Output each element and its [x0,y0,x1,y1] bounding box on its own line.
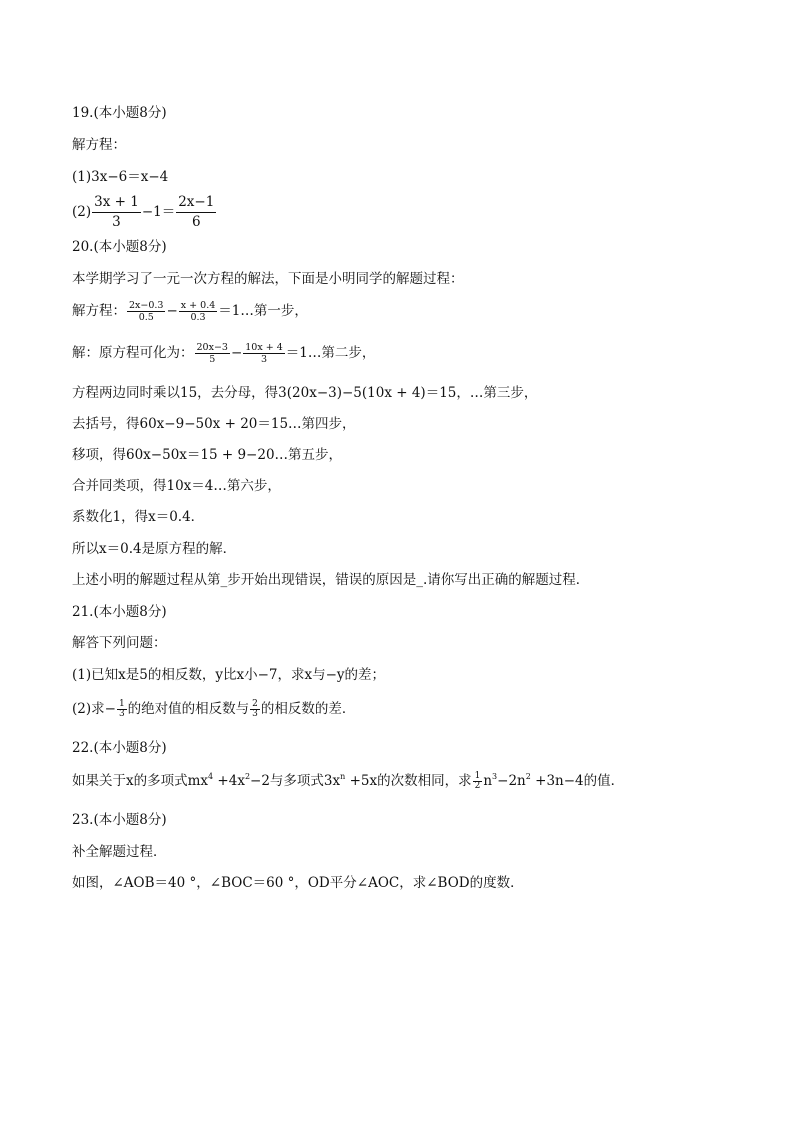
q20-question: 上述小明的解题过程从第_步开始出现错误，错误的原因是_.请你写出正确的解题过程． [72,572,590,588]
q23-intro: 补全解题过程． [72,844,167,860]
q19-equation-1: (1)3x−6＝x−4 [72,169,169,185]
fraction: $\frac{20x-3}{5}$ [196,342,228,365]
q20-step-8: 所以x＝0.4是原方程的解． [72,541,237,557]
fraction: $\frac{2x-1}{6}$ [178,194,215,230]
q19-equation-2: (2) $\frac{3x + 1}{3}$ −1＝ $\frac{2x-1}{6}$ [72,194,215,230]
q20-step-2: 解：原方程可化为： $\frac{20x-3}{5}$ − $\frac{10x + 4}{3}$ ＝1…第二步， [72,342,376,365]
fraction: $\frac{1}{3}$ [118,699,125,719]
q20-header: 20.(本小题8分) [72,239,167,255]
q22-line: 如果关于x的多项式$mx^4 +4x^2-2$与多项式$3x^n +5x$的次数相同，求 $\frac{1}{2}$ $n^3-2n^2 +3n-4$的值． [72,771,625,791]
q20-step-4: 去括号，得60x−9−50x + 20＝15…第四步， [72,416,356,432]
q20-step-1: 解方程： $\frac{2x-0.3}{0.5}$ − $\frac{x + 0.4}{0.3}$ ＝1…第一步， [72,300,308,323]
q22-header: 22.(本小题8分) [72,740,167,756]
fraction: $\frac{2x-0.3}{0.5}$ [129,300,164,323]
q20-step-7: 系数化1，得x＝0.4． [72,509,205,525]
q21-header: 21.(本小题8分) [72,604,167,620]
q21-part-1: (1)已知x是5的相反数，y比x小−7，求x与−y的差； [72,667,386,683]
q20-step-3: 方程两边同时乘以15，去分母，得3(20x−3)−5(10x + 4)＝15，…第三步， [72,385,538,401]
q20-intro: 本学期学习了一元一次方程的解法，下面是小明同学的解题过程： [72,271,464,287]
q21-part-2: (2)求− $\frac{1}{3}$ 的绝对值的相反数与 $\frac{2}{3}$ 的相反数的差． [72,699,356,719]
q20-step-5: 移项，得60x−50x＝15 + 9−20…第五步， [72,447,343,463]
q19-header: 19.(本小题8分) [72,105,167,121]
fraction: $\frac{10x + 4}{3}$ [245,342,283,365]
fraction: $\frac{3x + 1}{3}$ [94,194,139,230]
q23-line: 如图，∠AOB＝40 °，∠BOC＝60 °，OD平分∠AOC，求∠BOD的度数． [72,875,524,891]
q21-intro: 解答下列问题： [72,635,167,651]
q19-intro: 解方程： [72,137,126,153]
fraction: $\frac{1}{2}$ [474,771,481,791]
q20-step-6: 合并同类项，得10x＝4…第六步， [72,478,281,494]
q23-header: 23.(本小题8分) [72,812,167,828]
fraction: $\frac{2}{3}$ [252,699,258,719]
fraction: $\frac{x + 0.4}{0.3}$ [180,300,216,323]
